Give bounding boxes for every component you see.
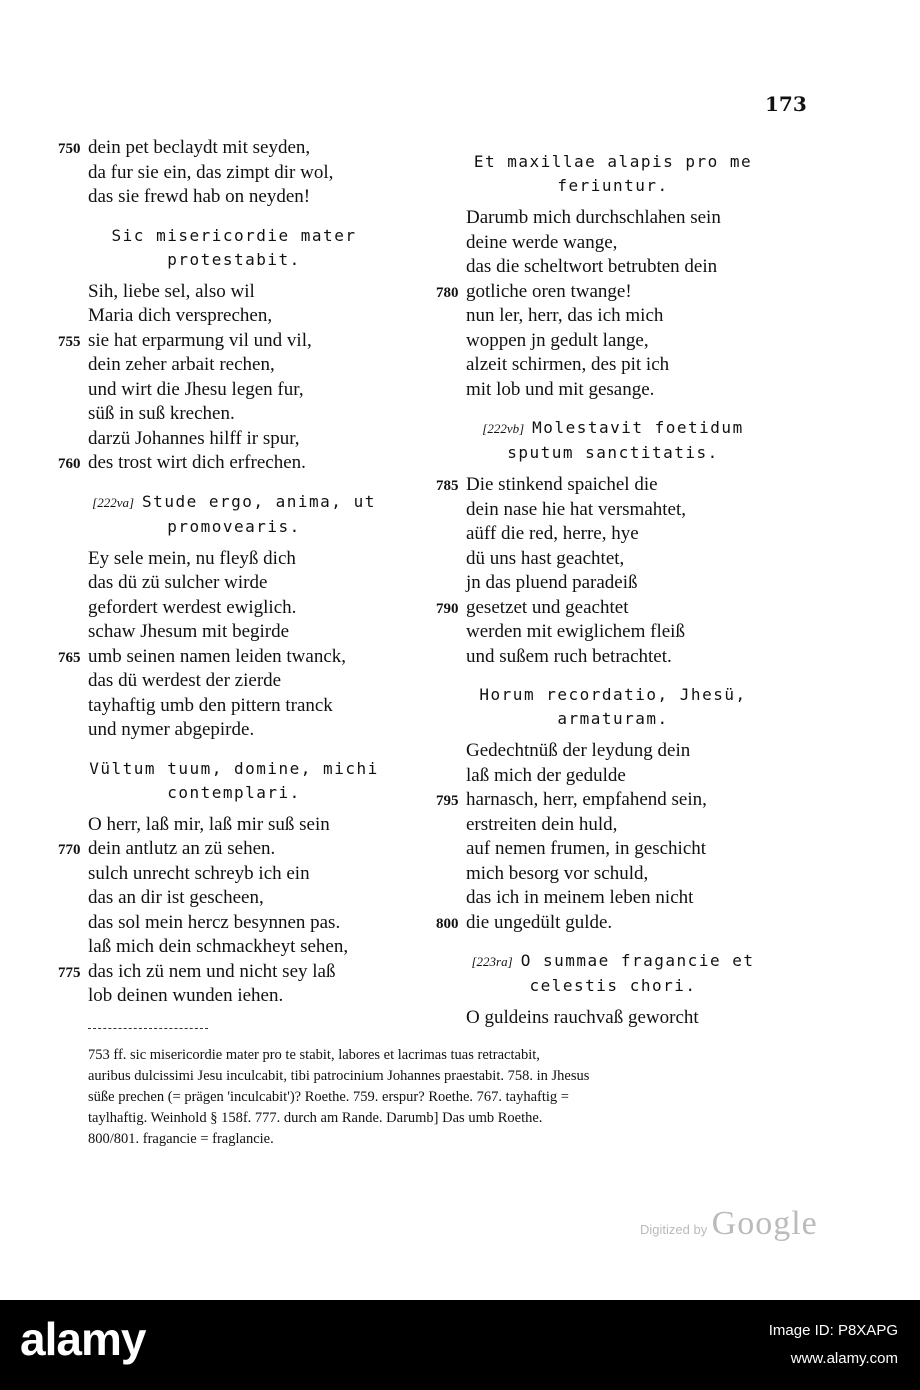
line-number: 790 xyxy=(436,600,459,617)
left-column xyxy=(58,136,448,1009)
verse-text: deine werde wange, xyxy=(466,231,618,253)
line-number: 780 xyxy=(436,284,459,301)
verse-line xyxy=(436,280,826,305)
verse-line xyxy=(436,788,826,813)
verse-text: nun ler, herr, das ich mich xyxy=(466,305,664,326)
verse-text: laß mich dein schmackheyt sehen, xyxy=(88,936,349,957)
heading-line: protestabit. xyxy=(167,249,301,269)
verse-text: erstreiten dein huld, xyxy=(466,813,618,835)
verse-line xyxy=(466,547,826,572)
verse-text: werden mit ewiglichem fleiß xyxy=(466,621,685,642)
verse-text: dein antlutz an zü sehen. xyxy=(88,838,276,859)
verse-line xyxy=(466,620,826,645)
latin-heading xyxy=(458,949,768,998)
verse-text: gesetzet und geachtet xyxy=(466,596,629,618)
site-url: www.alamy.com xyxy=(790,1350,898,1367)
verse-text: aüff die red, herre, hye xyxy=(466,523,639,544)
verse-line xyxy=(466,764,826,789)
verse-line xyxy=(466,739,826,764)
heading-line: Horum recordatio, Jhesü, xyxy=(479,685,747,704)
verse-line xyxy=(88,427,448,452)
line-number: 765 xyxy=(58,649,81,666)
verse-line xyxy=(466,645,826,670)
verse-text: mich besorg vor schuld, xyxy=(466,862,649,884)
latin-heading xyxy=(84,490,384,539)
verse-text: das dü zü sulcher wirde xyxy=(88,572,268,593)
heading-line: O summae fragancie et xyxy=(520,951,755,970)
verse-text: dein pet beclaydt mit seyden, xyxy=(88,137,311,158)
verse-line xyxy=(88,161,448,186)
verse-line xyxy=(88,620,448,645)
verse-line xyxy=(88,185,448,210)
image-id: Image ID: P8XAPG xyxy=(768,1322,898,1339)
verse-line xyxy=(88,694,448,719)
verse-line xyxy=(466,498,826,523)
verse-line xyxy=(88,571,448,596)
verse-line xyxy=(466,231,826,256)
verse-text: mit lob und mit gesange. xyxy=(466,378,655,400)
verse-text: lob deinen wunden iehen. xyxy=(88,985,284,1006)
page-number: 173 xyxy=(765,92,807,116)
verse-text: O guldeins rauchvaß geworcht xyxy=(466,1007,699,1028)
footnotes xyxy=(88,1045,828,1150)
line-number: 770 xyxy=(58,842,81,858)
line-number: 750 xyxy=(58,141,81,157)
verse-line xyxy=(88,911,448,936)
verse-text: die ungedült gulde. xyxy=(466,911,613,933)
verse-text: das ich zü nem und nicht sey laß xyxy=(88,960,336,982)
latin-heading xyxy=(458,416,768,465)
verse-line xyxy=(88,402,448,427)
verse-line xyxy=(88,813,448,838)
folio-reference: [222vb] xyxy=(482,421,525,436)
verse-line xyxy=(466,329,826,354)
footnote-line: süße prechen (= prägen 'inculcabit')? Roethe. 759. erspur? Roethe. 767. tayhaftig = xyxy=(88,1089,569,1105)
verse-text: und wirt die Jhesu legen fur, xyxy=(88,378,304,400)
stock-banner xyxy=(0,1300,920,1390)
line-number: 775 xyxy=(58,964,81,981)
line-number: 785 xyxy=(436,478,459,494)
heading-line: Stude ergo, anima, ut xyxy=(142,491,376,511)
verse-line xyxy=(466,1006,826,1031)
verse-text: das die scheltwort betrubten dein xyxy=(466,256,718,277)
verse-text: O herr, laß mir, laß mir suß sein xyxy=(88,813,330,835)
verse-line xyxy=(466,206,826,231)
verse-text: woppen jn gedult lange, xyxy=(466,329,649,351)
verse-text: und nymer abgepirde. xyxy=(88,719,255,740)
line-number: 760 xyxy=(58,456,81,472)
verse-line xyxy=(88,378,448,403)
verse-text: jn das pluend paradeiß xyxy=(466,572,638,593)
verse-line xyxy=(88,862,448,887)
verse-line xyxy=(88,353,448,378)
heading-line: promovearis. xyxy=(167,516,301,536)
verse-text: das an dir ist gescheen, xyxy=(88,887,264,908)
heading-line: armaturam. xyxy=(557,709,669,728)
verse-line xyxy=(466,522,826,547)
verse-line xyxy=(88,304,448,329)
verse-line xyxy=(58,136,448,161)
verse-text: Sih, liebe sel, also wil xyxy=(88,280,255,302)
verse-text: des trost wirt dich erfrechen. xyxy=(88,452,306,473)
verse-line xyxy=(466,837,826,862)
verse-text: das sol mein hercz besynnen pas. xyxy=(88,911,341,933)
verse-text: auf nemen frumen, in geschicht xyxy=(466,838,707,859)
latin-heading xyxy=(458,150,768,198)
verse-text: Maria dich versprechen, xyxy=(88,305,273,326)
verse-text: Gedechtnüß der leydung dein xyxy=(466,740,691,761)
verse-line xyxy=(88,547,448,572)
verse-line xyxy=(466,886,826,911)
folio-reference: [223ra] xyxy=(471,954,513,969)
verse-line xyxy=(436,473,826,498)
verse-text: Die stinkend spaichel die xyxy=(466,474,658,495)
verse-text: tayhaftig umb den pittern tranck xyxy=(88,694,333,716)
heading-line: celestis chori. xyxy=(529,976,697,995)
verse-line xyxy=(88,669,448,694)
verse-text: da fur sie ein, das zimpt dir wol, xyxy=(88,161,334,183)
heading-line: Molestavit foetidum xyxy=(532,418,744,437)
verse-text: dü uns hast geachtet, xyxy=(466,547,625,569)
verse-line xyxy=(88,280,448,305)
verse-text: Darumb mich durchschlahen sein xyxy=(466,207,721,228)
folio-reference: [222va] xyxy=(92,494,135,510)
heading-line: Vültum tuum, domine, michi xyxy=(89,758,379,778)
verse-text: umb seinen namen leiden twanck, xyxy=(88,645,347,667)
verse-text: süß in suß krechen. xyxy=(88,403,235,424)
verse-line xyxy=(58,451,448,476)
verse-text: sulch unrecht schreyb ich ein xyxy=(88,862,310,884)
heading-line: sputum sanctitatis. xyxy=(507,443,719,462)
heading-line: contemplari. xyxy=(167,782,301,802)
heading-line: Sic misericordie mater xyxy=(111,225,357,245)
line-number: 755 xyxy=(58,333,81,350)
footnote-line: taylhaftig. Weinhold § 158f. 777. durch am Rande. Darumb] Das umb Roethe. xyxy=(88,1110,543,1126)
verse-text: dein nase hie hat versmahtet, xyxy=(466,498,687,520)
verse-line xyxy=(466,304,826,329)
verse-line xyxy=(88,935,448,960)
verse-text: Ey sele mein, nu fleyß dich xyxy=(88,547,296,569)
verse-line xyxy=(88,886,448,911)
watermark-small: Digitized by xyxy=(640,1222,708,1237)
verse-line xyxy=(58,329,448,354)
verse-text: schaw Jhesum mit begirde xyxy=(88,621,290,642)
verse-text: sie hat erparmung vil und vil, xyxy=(88,329,312,351)
verse-line xyxy=(466,571,826,596)
verse-text: dein zeher arbait rechen, xyxy=(88,354,275,375)
footnote-line: 800/801. fragancie = fraglancie. xyxy=(88,1131,274,1147)
latin-heading xyxy=(458,683,768,731)
verse-line xyxy=(466,255,826,280)
verse-line xyxy=(466,862,826,887)
verse-line xyxy=(466,353,826,378)
verse-line xyxy=(88,596,448,621)
verse-text: das dü werdest der zierde xyxy=(88,670,282,691)
footnote-rule xyxy=(88,1028,208,1029)
verse-text: gotliche oren twange! xyxy=(466,280,632,302)
verse-text: und sußem ruch betrachtet. xyxy=(466,645,672,667)
verse-line xyxy=(88,718,448,743)
verse-text: das ich in meinem leben nicht xyxy=(466,887,694,908)
verse-line xyxy=(466,813,826,838)
verse-text: laß mich der gedulde xyxy=(466,764,626,786)
verse-line xyxy=(58,960,448,985)
verse-line xyxy=(88,984,448,1009)
verse-text: das sie frewd hab on neyden! xyxy=(88,186,311,207)
verse-line xyxy=(58,645,448,670)
verse-line xyxy=(436,596,826,621)
latin-heading xyxy=(84,757,384,805)
footnote-line: 753 ff. sic misericordie mater pro te stabit, labores et lacrimas tuas retractabit, xyxy=(88,1047,540,1063)
verse-line xyxy=(466,378,826,403)
verse-text: alzeit schirmen, des pit ich xyxy=(466,354,670,375)
heading-line: feriuntur. xyxy=(557,176,669,195)
heading-line: Et maxillae alapis pro me xyxy=(473,152,753,171)
google-watermark xyxy=(640,1205,818,1243)
verse-text: gefordert werdest ewiglich. xyxy=(88,596,297,618)
watermark-big: Google xyxy=(711,1205,818,1242)
verse-text: harnasch, herr, empfahend sein, xyxy=(466,789,707,810)
verse-line xyxy=(436,911,826,936)
alamy-logo: alamy xyxy=(20,1313,146,1365)
right-column xyxy=(436,136,826,1031)
line-number: 800 xyxy=(436,915,459,932)
verse-text: darzü Johannes hilff ir spur, xyxy=(88,427,300,449)
line-number: 795 xyxy=(436,793,459,809)
verse-line xyxy=(58,837,448,862)
latin-heading xyxy=(84,224,384,272)
footnote-line: auribus dulcissimi Jesu inculcabit, tibi patrocinium Johannes praestabit. 758. in Jhesus xyxy=(88,1068,590,1084)
